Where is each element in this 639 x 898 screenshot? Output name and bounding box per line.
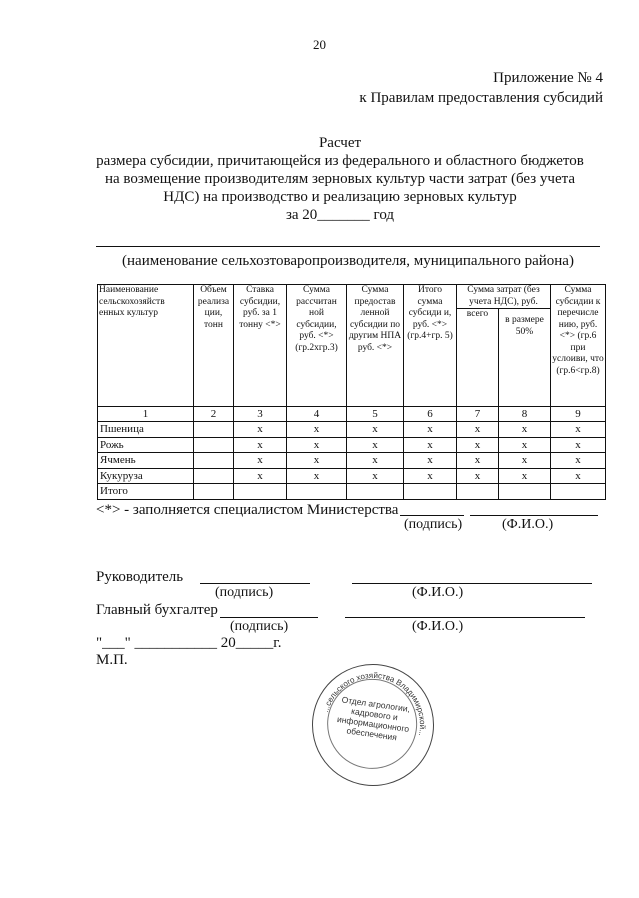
title-heading: Расчет — [318, 135, 362, 151]
column-number: 4 — [287, 407, 347, 422]
cell-costs-total: x — [457, 422, 499, 438]
accountant-label: Главный бухгалтер — [96, 602, 218, 618]
cell-total: x — [404, 422, 457, 438]
cell-total: x — [404, 453, 457, 469]
document-title — [80, 134, 600, 224]
cell-costs-50: x — [499, 453, 551, 469]
calculation-table — [97, 284, 606, 500]
note-signature-caption: (подпись) — [404, 517, 463, 532]
column-number: 5 — [347, 407, 404, 422]
cell-calculated: x — [287, 468, 347, 484]
cell-volume — [194, 453, 234, 469]
header-transfer-subsidy: Сумма субсидии к перечисле нию, руб. <*> (гр.6 при услоиви, что (гр.6<гр.8) — [551, 285, 606, 407]
accountant-signature-caption: (подпись) — [230, 619, 289, 634]
header-total-subsidy: Итого сумма субсиди и, руб. <*> (гр.4+гр. 5) — [404, 285, 457, 407]
head-label: Руководитель — [96, 569, 184, 585]
cell-volume — [194, 437, 234, 453]
header-rate: Ставка субсидии, руб. за 1 тонну <*> — [234, 285, 287, 407]
cell-costs-50: x — [499, 468, 551, 484]
seal-mark: М.П. — [96, 652, 128, 668]
cell-rate — [234, 484, 287, 500]
title-line-4: за 20_______ год — [285, 207, 395, 223]
cell-transfer: x — [551, 453, 606, 469]
column-number: 8 — [499, 407, 551, 422]
accountant-fio-caption: (Ф.И.О.) — [412, 619, 464, 634]
column-number: 1 — [98, 407, 194, 422]
appendix-line-2: к Правилам предоставления субсидий — [359, 90, 603, 106]
header-volume: Объем реализа ции, тонн — [194, 285, 234, 407]
appendix-line-1: Приложение № 4 — [493, 70, 603, 86]
cell-rate: x — [234, 453, 287, 469]
table-row — [98, 437, 606, 453]
crop-name: Итого — [98, 484, 194, 500]
cell-other: x — [347, 437, 404, 453]
cell-costs-50 — [499, 484, 551, 500]
cell-rate: x — [234, 468, 287, 484]
cell-costs-total: x — [457, 468, 499, 484]
table-row-total — [98, 484, 606, 500]
header-costs-50: в размере 50% — [499, 309, 551, 407]
column-number-row — [98, 407, 606, 422]
header-costs-total: всего — [457, 309, 499, 407]
cell-rate: x — [234, 422, 287, 438]
cell-costs-total: x — [457, 453, 499, 469]
producer-caption: (наименование сельхозтоваропроизводителя, муниципального района) — [122, 253, 574, 269]
footnote: <*> - заполняется специалистом Министерства — [96, 502, 399, 518]
date-line: "___" ___________ 20_____г. — [96, 635, 282, 651]
head-fio-caption: (Ф.И.О.) — [412, 585, 464, 600]
cell-costs-total: x — [457, 437, 499, 453]
cell-volume — [194, 422, 234, 438]
stamp-center-text: Отдел агрологии, кадрового и информационного обеспечения — [336, 694, 411, 743]
note-signature-line — [400, 515, 464, 516]
note-fio-line — [470, 515, 598, 516]
table-row — [98, 422, 606, 438]
table-row — [98, 468, 606, 484]
accountant-signature-line — [220, 617, 318, 618]
head-fio-line — [352, 583, 592, 584]
header-calculated-subsidy: Сумма рассчитан ной субсидии, руб. <*> (гр.2хгр.3) — [287, 285, 347, 407]
cell-calculated: x — [287, 453, 347, 469]
header-costs-group: Сумма затрат (без учета НДС), руб. — [457, 285, 551, 309]
accountant-fio-line — [345, 617, 585, 618]
crop-name: Кукуруза — [98, 468, 194, 484]
cell-other — [347, 484, 404, 500]
head-signature-caption: (подпись) — [215, 585, 274, 600]
page-number: 20 — [313, 37, 326, 52]
column-number: 6 — [404, 407, 457, 422]
title-line-3: НДС) на производство и реализацию зерновых культур — [163, 189, 517, 205]
crop-name: Ячмень — [98, 453, 194, 469]
cell-costs-50: x — [499, 437, 551, 453]
title-line-2: на возмещение производителям зерновых культур части затрат (без учета — [104, 171, 576, 187]
cell-costs-50: x — [499, 422, 551, 438]
cell-other: x — [347, 468, 404, 484]
header-crop: Наименование сельскохозяйств енных культур — [98, 285, 194, 407]
title-line-1: размера субсидии, причитающейся из федерального и областного бюджетов — [96, 153, 584, 169]
cell-transfer: x — [551, 422, 606, 438]
cell-volume — [194, 468, 234, 484]
note-fio-caption: (Ф.И.О.) — [502, 517, 554, 532]
cell-calculated: x — [287, 422, 347, 438]
table-row — [98, 453, 606, 469]
cell-calculated — [287, 484, 347, 500]
cell-transfer — [551, 484, 606, 500]
stamp-ring-text: ...сельского хозяйства Владимирской... — [320, 670, 428, 738]
appendix-header — [359, 68, 603, 108]
column-number: 3 — [234, 407, 287, 422]
official-stamp — [304, 656, 442, 794]
cell-calculated: x — [287, 437, 347, 453]
crop-name: Пшеница — [98, 422, 194, 438]
cell-transfer: x — [551, 437, 606, 453]
cell-total: x — [404, 468, 457, 484]
cell-other: x — [347, 453, 404, 469]
cell-volume — [194, 484, 234, 500]
cell-other: x — [347, 422, 404, 438]
cell-total: x — [404, 437, 457, 453]
column-number: 2 — [194, 407, 234, 422]
column-number: 9 — [551, 407, 606, 422]
cell-rate: x — [234, 437, 287, 453]
cell-total — [404, 484, 457, 500]
head-signature-line — [200, 583, 310, 584]
column-number: 7 — [457, 407, 499, 422]
producer-name-line — [96, 246, 600, 247]
crop-name: Рожь — [98, 437, 194, 453]
header-other-subsidy: Сумма предостав ленной субсидии по другим НПА руб. <*> — [347, 285, 404, 407]
cell-transfer: x — [551, 468, 606, 484]
cell-costs-total — [457, 484, 499, 500]
